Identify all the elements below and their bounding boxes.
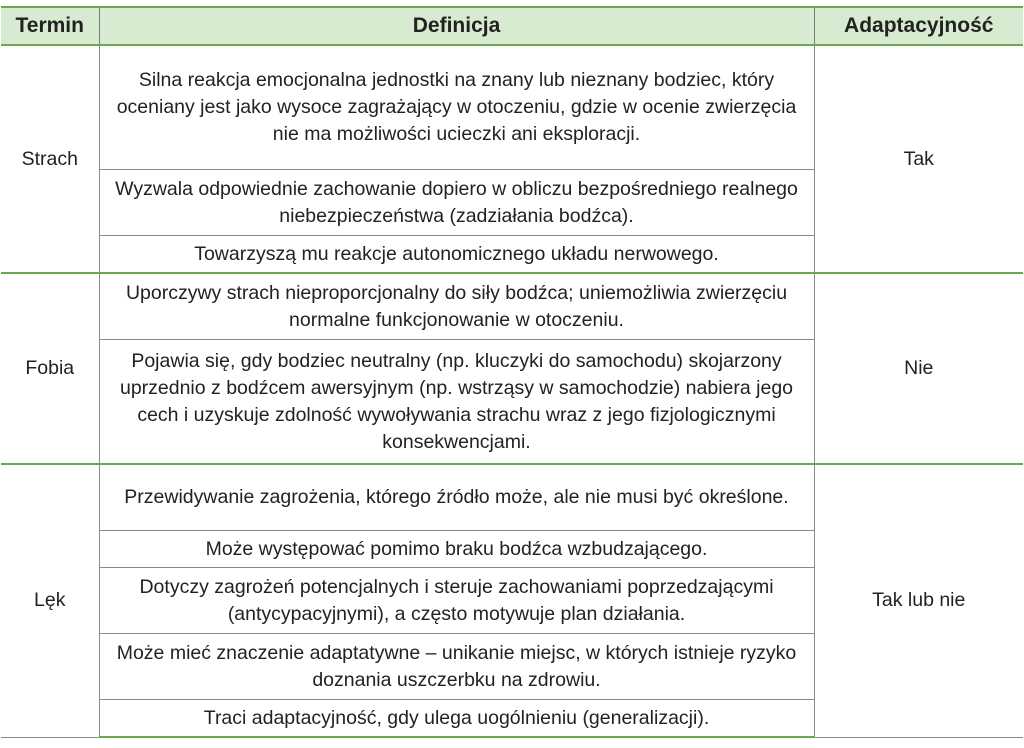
definitions-table-container: [0, 6, 1024, 748]
definition-cell: Wyzwala odpowiednie zachowanie dopiero w obliczu bezpośredniego realnego niebezpieczeństwa (zadziałania bodźca).: [99, 170, 814, 236]
definition-cell: Może mieć znaczenie adaptatywne – unikanie miejsc, w których istnieje ryzyko doznania uszczerbku na zdrowiu.: [99, 634, 814, 700]
definitions-table: [1, 6, 1023, 738]
table-body: [1, 45, 1023, 737]
definition-cell: Przewidywanie zagrożenia, którego źródło może, ale nie musi być określone.: [99, 464, 814, 531]
header-definition: Definicja: [99, 7, 814, 45]
header-term: Termin: [1, 7, 99, 45]
definition-cell: Dotyczy zagrożeń potencjalnych i steruje zachowaniami poprzedzającymi (antycypacyjnymi), a często motywuje plan działania.: [99, 568, 814, 634]
adaptive-cell: Nie: [814, 273, 1023, 464]
term-cell: Strach: [1, 45, 99, 273]
definition-cell: Towarzyszą mu reakcje autonomicznego układu nerwowego.: [99, 236, 814, 274]
definition-cell: Traci adaptacyjność, gdy ulega uogólnieniu (generalizacji).: [99, 700, 814, 738]
definition-cell: Uporczywy strach nieproporcjonalny do siły bodźca; uniemożliwia zwierzęciu normalne funkcjonowanie w otoczeniu.: [99, 273, 814, 340]
definition-cell: Może występować pomimo braku bodźca wzbudzającego.: [99, 531, 814, 568]
table-row: [1, 273, 1023, 340]
definition-cell: Silna reakcja emocjonalna jednostki na znany lub nieznany bodziec, który oceniany jest jako wysoce zagrażający w otoczeniu, gdzie w ocenie zwierzęcia nie ma możliwości ucieczki ani eksploracji.: [99, 45, 814, 170]
definition-cell: Pojawia się, gdy bodziec neutralny (np. kluczyki do samochodu) skojarzony uprzednio z bodźcem awersyjnym (np. wstrząsy w samochodzie) nabiera jego cech i uzyskuje zdolność wywoływania strachu wraz z jego fizjologicznymi konsekwencjami.: [99, 340, 814, 465]
table-header: [1, 7, 1023, 45]
adaptive-cell: Tak: [814, 45, 1023, 273]
term-cell: Fobia: [1, 273, 99, 464]
term-cell: Lęk: [1, 464, 99, 737]
adaptive-cell: Tak lub nie: [814, 464, 1023, 737]
table-row: [1, 464, 1023, 531]
table-row: [1, 45, 1023, 170]
header-row: [1, 7, 1023, 45]
header-adaptive: Adaptacyjność: [814, 7, 1023, 45]
